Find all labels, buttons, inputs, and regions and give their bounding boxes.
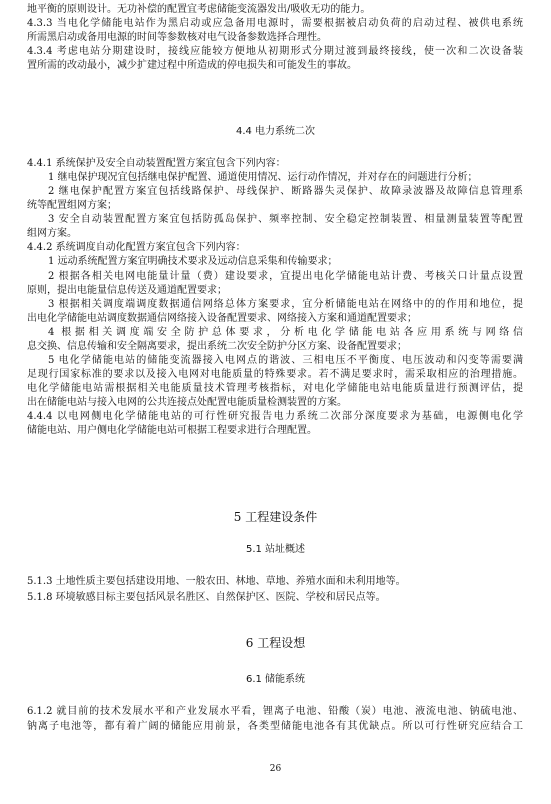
text-line: 组网方案。 <box>27 228 77 239</box>
text-line: 出在储能电站与接入电网的公共连接点处配置电能质量检测装置的方案。 <box>27 397 347 408</box>
chapter-heading-6: 6 工程设想 <box>245 636 306 650</box>
text-line: 置所需的改动最小，减少扩建过程中所造成的停电损失和可能发生的事故。 <box>27 60 357 71</box>
text-line: 钠离子电池等，都有着广阔的储能应用前景，各类型储能电池各有其优缺点。所以可行性研究应结合工 <box>27 721 523 732</box>
clause-6-1-2: 6.1.2 就目前的技术发展水平和产业发展水平看，锂离子电池、铅酸（炭）电池、液流电池、钠硫电池、 <box>27 706 523 717</box>
list-item: 2 继电保护配置方案宜包括线路保护、母线保护、断路器失灵保护、故障录波器及故障信息管理系 <box>48 186 523 197</box>
text-line: 4.3.3 当电化学储能电站作为黑启动或应急备用电源时，需要根据被启动负荷的启动过程、被供电系统 <box>27 18 523 29</box>
text-line: 出电化学储能电站调度数据通信网络接入设备配置要求、网络接入方案和通道配置要求； <box>27 313 417 324</box>
section-heading-5-1: 5.1 站址概述 <box>245 544 306 555</box>
list-item: 1 继电保护现况宜包括继电保护配置、通道使用情况、运行动作情况，并对存在的问题进行分析； <box>48 172 478 183</box>
text-line: 原则，提出电能量信息传送及通道配置要求； <box>27 285 227 296</box>
text-line: 4.3.4 考虑电站分期建设时，接线应能较方便地从初期形式分期过渡到最终接线，使一次和二次设备装 <box>27 46 523 57</box>
text-line: 统等配置组网方案； <box>27 200 117 211</box>
text-line: 所需黑启动或备用电源的时间等参数核对电气设备参数选择合理性。 <box>27 32 327 43</box>
list-item: 1 远动系统配置方案宜明确技术要求及远动信息采集和传输要求； <box>48 256 338 267</box>
clause-5-1-8: 5.1.8 环境敏感目标主要包括风景名胜区、自然保护区、医院、学校和居民点等。 <box>27 592 386 603</box>
text-line: 地平衡的原则设计。无功补偿的配置宜考虑储能变流器发出/吸收无功的能力。 <box>27 4 371 15</box>
clause-5-1-3: 5.1.3 土地性质主要包括建设用地、一般农田、林地、草地、养殖水面和未利用地等。 <box>27 576 406 587</box>
chapter-heading-5: 5 工程建设条件 <box>233 510 318 524</box>
text-line: 足现行国家标准的要求以及接入电网对电能质量的特殊要求。若不满足要求时，需采取相应的治理措施。 <box>27 369 523 380</box>
page-number: 26 <box>269 764 282 774</box>
clause-4-4-1: 4.4.1 系统保护及安全自动装置配置方案宜包含下列内容： <box>27 158 286 169</box>
list-item: 3 根据相关调度端调度数据通信网络总体方案要求，宜分析储能电站在网络中的的作用和地位，提 <box>48 299 523 310</box>
text-line: 储能电站、用户侧电化学储能电站可根据工程要求进行合理配置。 <box>27 425 317 436</box>
clause-4-4-4: 4.4.4 以电网侧电化学储能电站的可行性研究报告电力系统二次部分深度要求为基础，电源侧电化学 <box>27 411 523 422</box>
list-item: 3 安全自动装置配置方案宜包括防孤岛保护、频率控制、安全稳定控制装置、相量测量装置等配置 <box>48 214 523 225</box>
list-item: 5 电化学储能电站的储能变流器接入电网点的谐波、三相电压不平衡度、电压波动和闪变等需要满 <box>48 355 523 366</box>
text-line: 息交换、信息传输和安全隔离要求，提出系统二次安全防护分区方案、设备配置要求； <box>27 341 407 352</box>
section-heading-4-4: 4.4 电力系统二次 <box>235 126 316 137</box>
section-heading-6-1: 6.1 储能系统 <box>245 674 306 685</box>
list-item: 2 根据各相关电网电能量计量（费）建设要求，宜提出电化学储能电站计费、考核关口计量点设置 <box>48 271 523 282</box>
list-item: 4 根据相关调度端安全防护总体要求，分析电化学储能电站各应用系统与网络信 <box>48 327 523 338</box>
clause-4-4-2: 4.4.2 系统调度自动化配置方案宜包含下列内容： <box>27 242 246 253</box>
text-line: 电化学储能电站需根据相关电能质量技术管理考核指标，对电化学储能电站电能质量进行预测评估，提 <box>27 383 523 394</box>
